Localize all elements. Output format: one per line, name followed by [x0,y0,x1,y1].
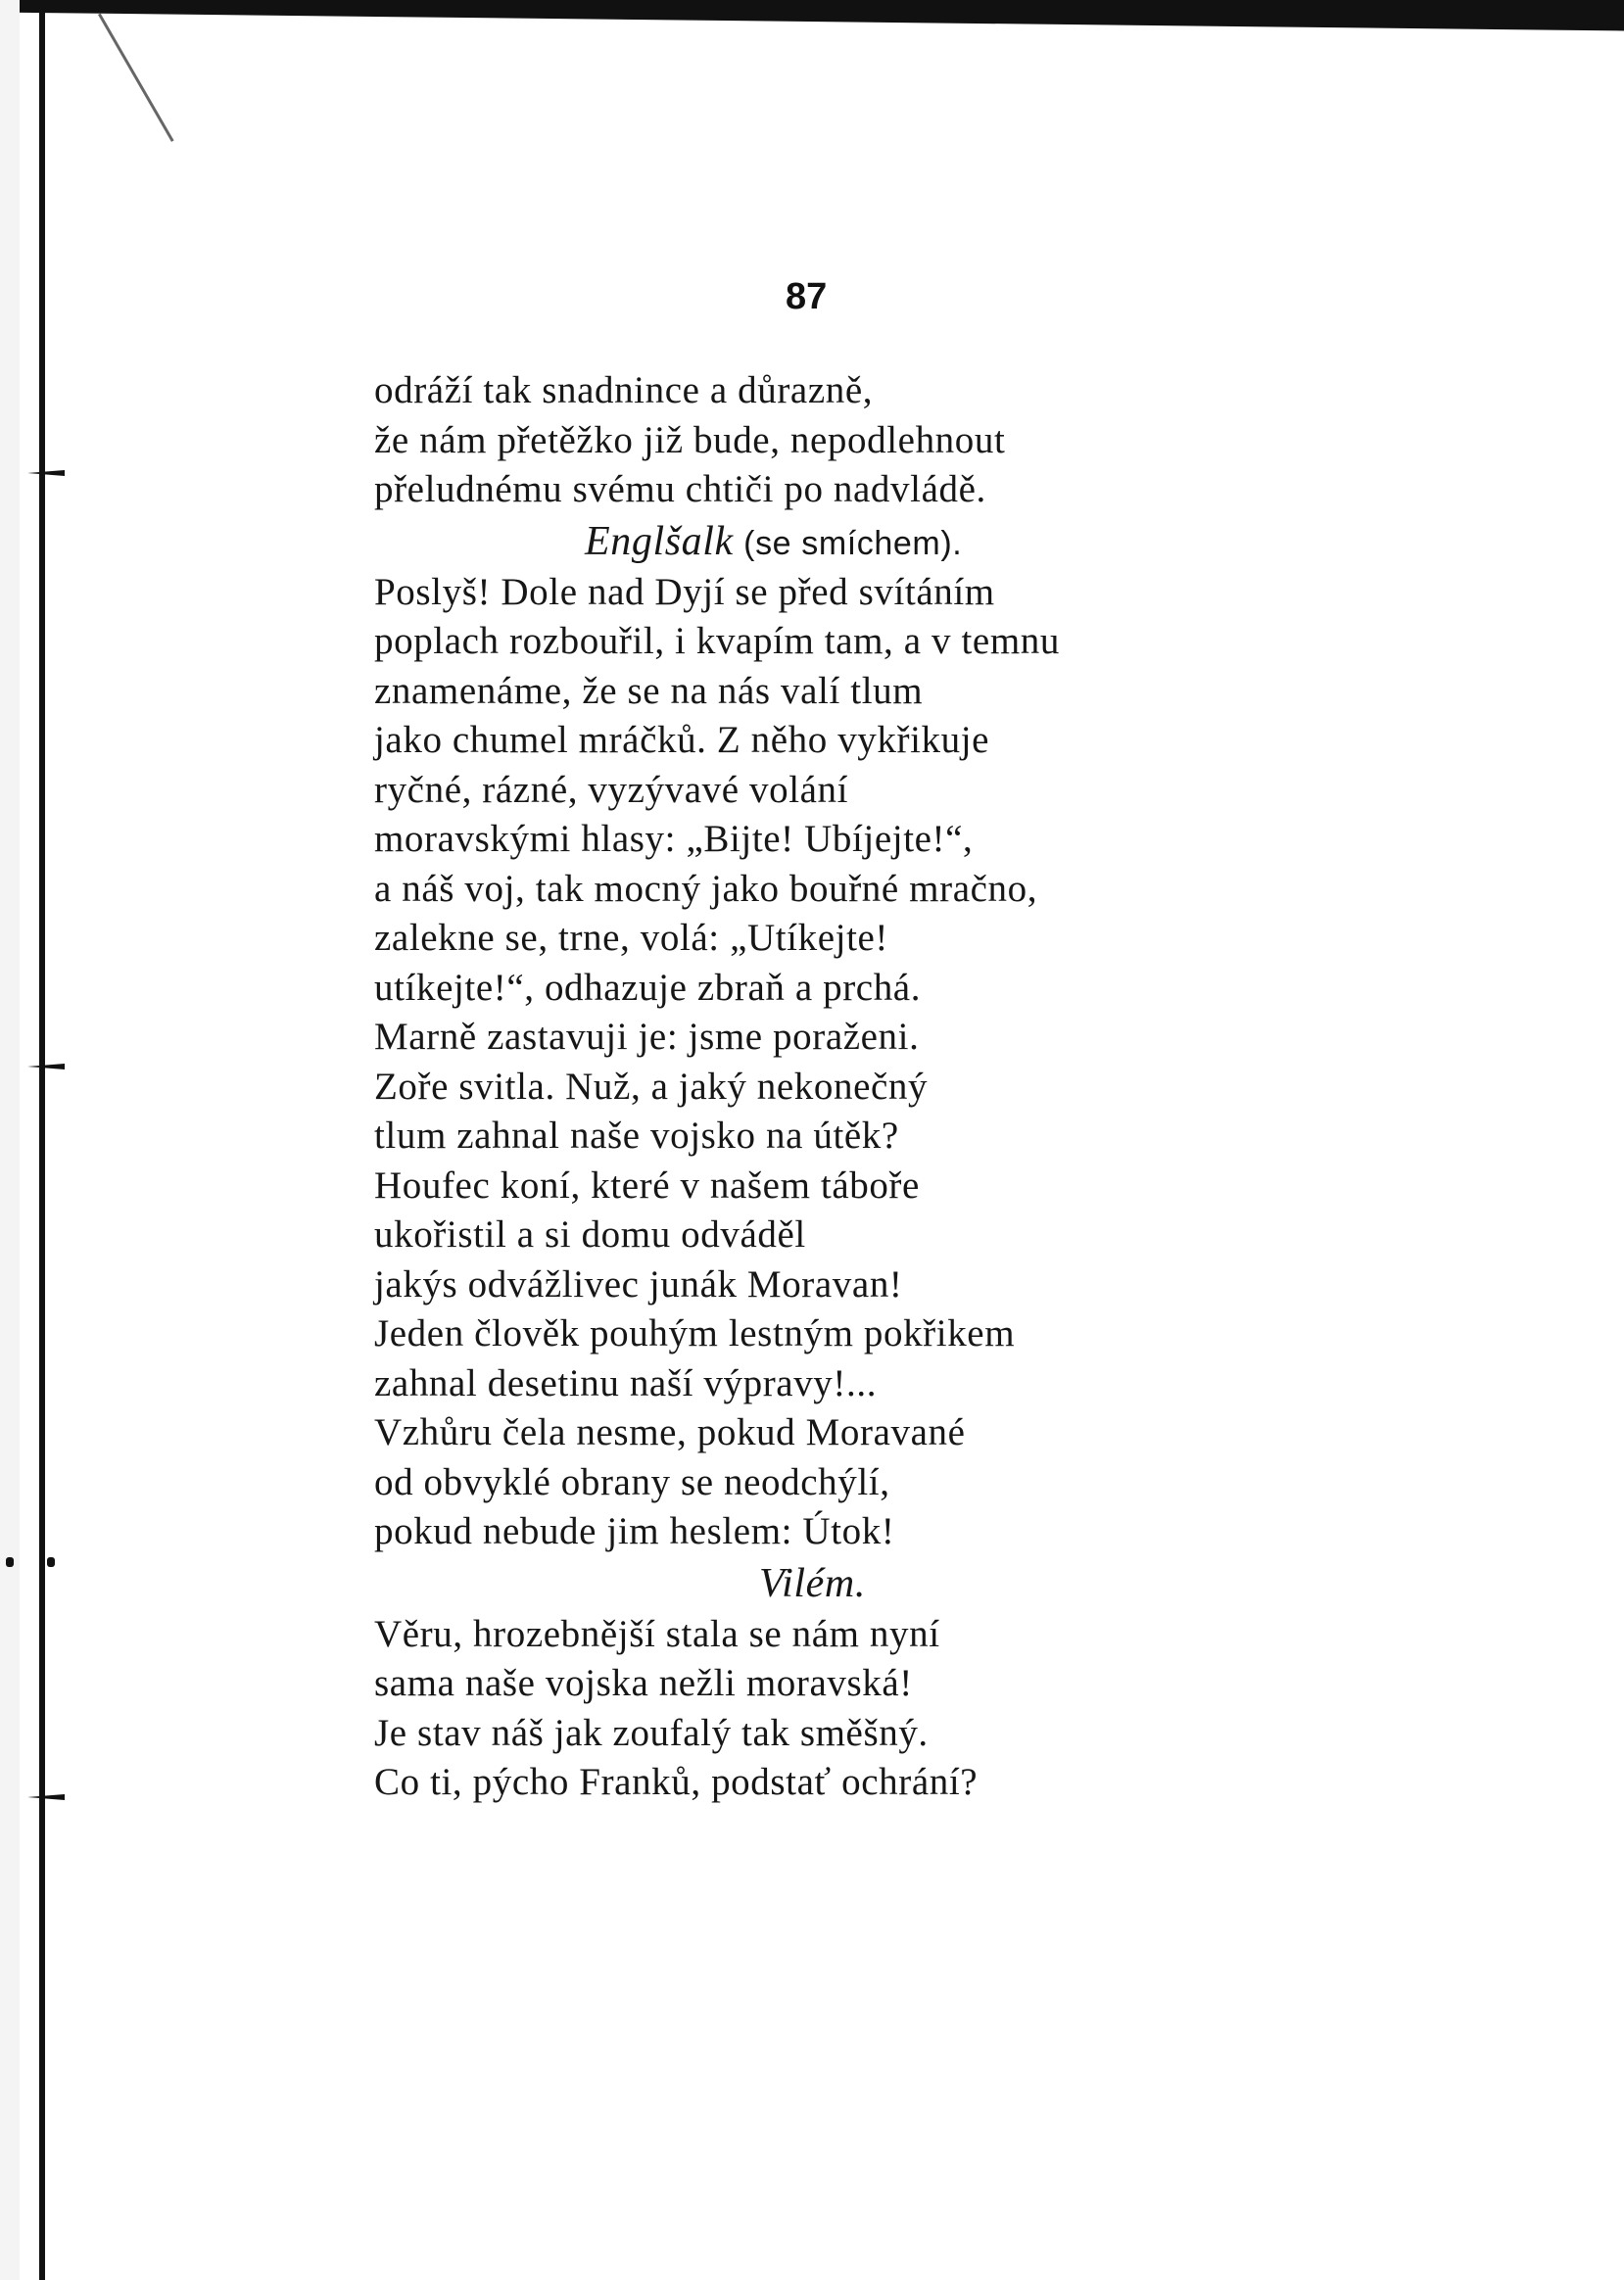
poem-text [374,366,1354,1808]
speaker-name: Vilém. [759,1560,866,1606]
verse-line: jakýs odvážlivec junák Moravan! [374,1262,903,1306]
verse-line: odráží tak snadnince a důrazně, [374,369,874,411]
verse-line: a náš voj, tak mocný jako bouřné mračno, [374,867,1038,910]
speaker-heading [374,515,1354,568]
verse-line: moravskými hlasy: „Bijte! Ubíjejte!“, [374,818,974,860]
scan-scratch [98,14,174,142]
verse-line: Věru, hrozebnější stala se nám nyní [374,1612,940,1655]
stage-direction: (se smíchem). [743,524,963,562]
spine-line [39,10,45,2280]
binding-mark [27,1792,65,1802]
verse-line: Zoře svitla. Nuž, a jaký nekonečný [374,1065,929,1108]
verse-line: tlum zahnal naše vojsko na útěk? [374,1115,899,1157]
binding-mark [27,1062,65,1071]
verse-line: ryčné, rázné, vyzývavé volání [374,768,849,811]
verse-line: Poslyš! Dole nad Dyjí se před svítáním [374,570,995,613]
verse-line: sama naše vojska nežli moravská! [374,1662,913,1704]
verse-line: zahnal desetinu naší výpravy!... [374,1361,878,1404]
verse-line: Houfec koní, které v našem táboře [374,1164,920,1207]
binding-dot [6,1557,14,1567]
verse-line: Jeden člověk pouhým lestným pokřikem [374,1312,1016,1354]
verse-line: znamenáme, že se na nás valí tlum [374,669,924,712]
speaker-name: Englšalk [585,518,734,564]
page-number: 87 [786,276,828,317]
verse-line: pokud nebude jim heslem: Útok! [374,1510,895,1552]
verse-line: poplach rozbouřil, i kvapím tam, a v temnu [374,620,1060,662]
verse-line: přeludnému svému chtiči po nadvládě. [374,468,986,510]
verse-line: Vzhůru čela nesme, pokud Moravané [374,1411,966,1453]
verse-line: zalekne se, trne, volá: „Utíkejte! [374,917,889,959]
binding-mark [27,468,65,478]
verse-line: jako chumel mráčků. Z něho vykřikuje [374,719,990,761]
binding-dot [47,1557,55,1567]
verse-line: Co ti, pýcho Franků, podstať ochrání? [374,1761,979,1803]
verse-line: Marně zastavuji je: jsme poraženi. [374,1016,920,1058]
scan-top-border [0,0,1624,41]
verse-line: že nám přetěžko již bude, nepodlehnout [374,418,1006,461]
speaker-heading [374,1557,1354,1610]
verse-line: ukořistil a si domu odváděl [374,1213,806,1256]
verse-line: utíkejte!“, odhazuje zbraň a prchá. [374,966,922,1009]
verse-line: Je stav náš jak zoufalý tak směšný. [374,1711,929,1754]
verse-line: od obvyklé obrany se neodchýlí, [374,1460,890,1503]
binding-edge [0,0,20,2280]
